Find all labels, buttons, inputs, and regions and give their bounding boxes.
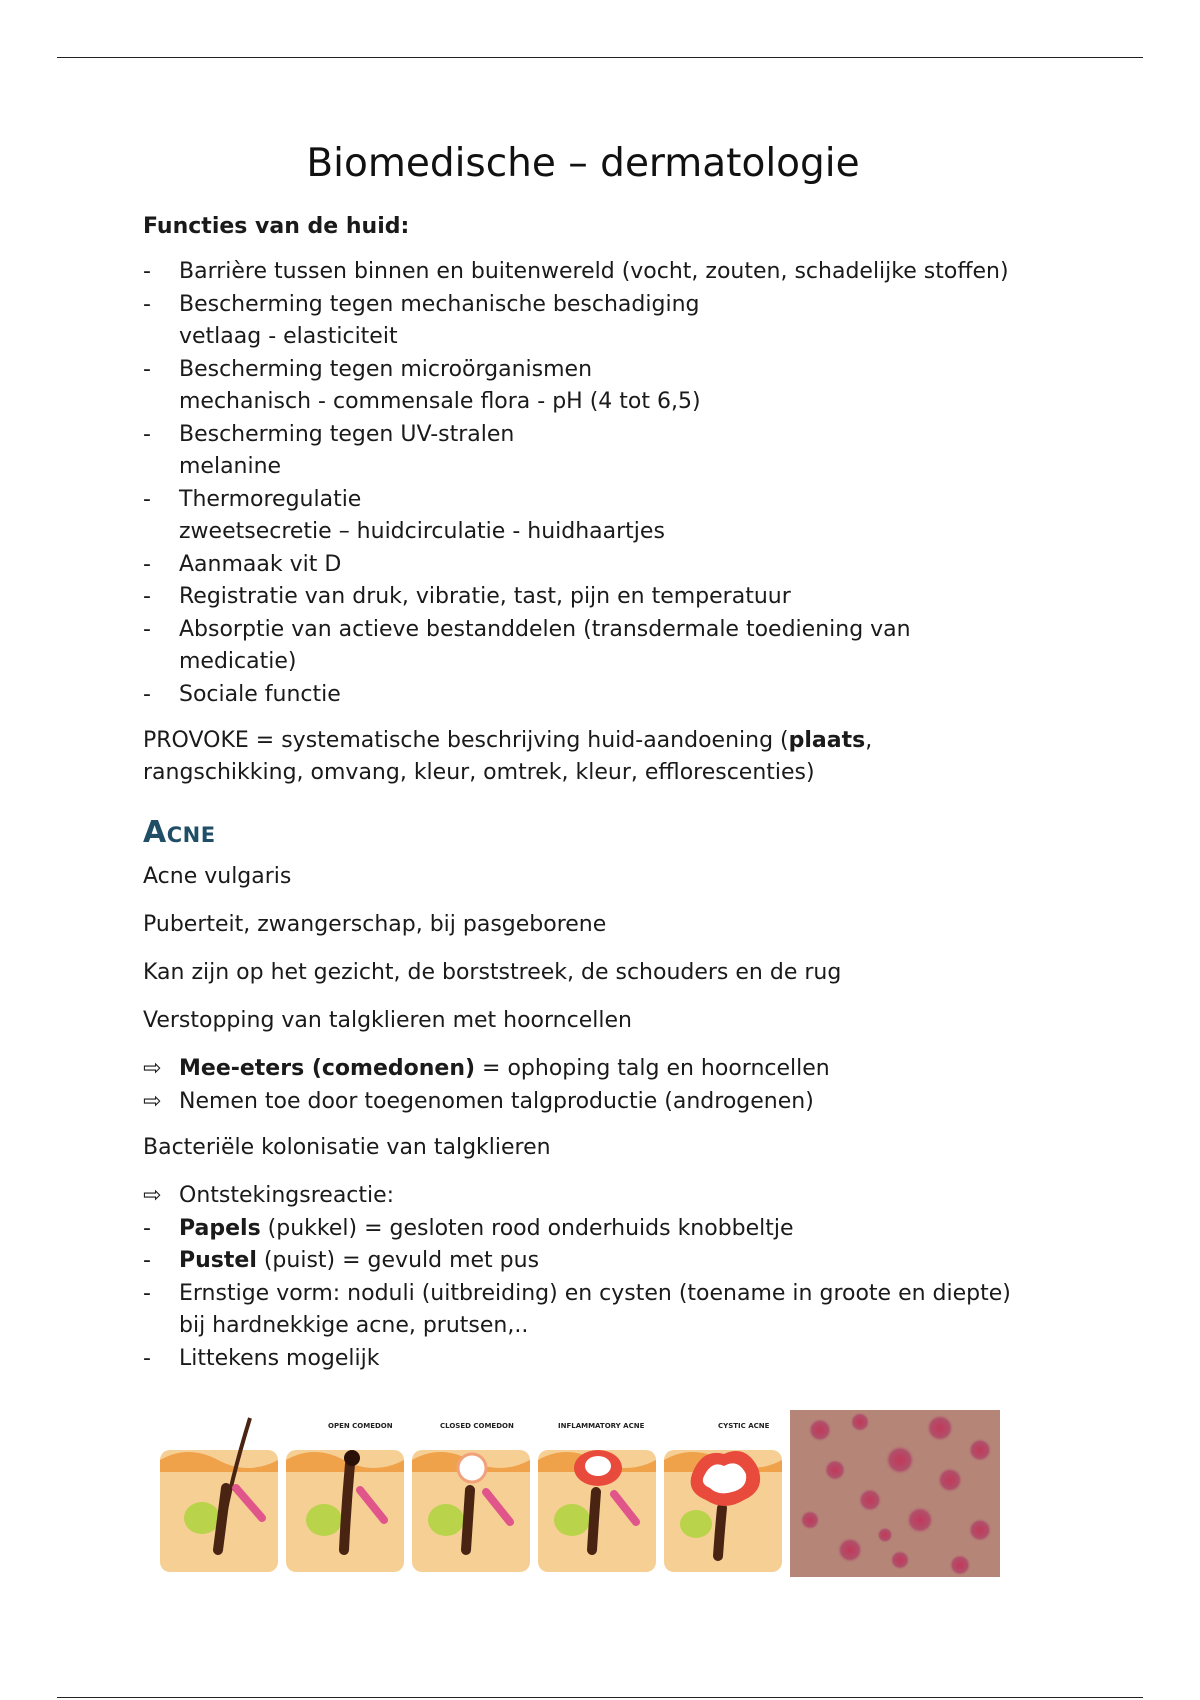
list-item bbox=[143, 451, 1023, 484]
list-item-text: Bescherming tegen mechanische beschadiging bbox=[179, 291, 700, 317]
closed-comedon-label: CLOSED COMEDON bbox=[440, 1422, 514, 1430]
list-item bbox=[143, 386, 1023, 419]
arrow-bullet-icon: ⇨ bbox=[143, 1183, 162, 1208]
acne-stages-diagram bbox=[158, 1408, 790, 1578]
dash-bullet: - bbox=[143, 356, 151, 382]
cystic-acne-label: CYSTIC ACNE bbox=[718, 1422, 770, 1430]
list-item-text: melanine bbox=[179, 454, 282, 479]
list-item-text: (pukkel) = gesloten rood onderhuids knobbeltje bbox=[260, 1215, 794, 1241]
dash-bullet: - bbox=[143, 551, 151, 577]
list-item-text: vetlaag - elasticiteit bbox=[179, 324, 398, 349]
list-item-text: Absorptie van actieve bestanddelen (transdermale toediening van medicatie) bbox=[179, 616, 911, 674]
acne-paragraph-4: Verstopping van talgklieren met hoorncellen bbox=[143, 1008, 632, 1033]
list-item bbox=[143, 289, 1023, 322]
list-item bbox=[143, 516, 1023, 549]
bold-term: Pustel bbox=[179, 1248, 257, 1273]
acne-paragraph-2: Puberteit, zwangerschap, bij pasgeborene bbox=[143, 912, 607, 937]
list-item bbox=[143, 419, 1023, 452]
dash-bullet: - bbox=[143, 584, 151, 609]
list-item bbox=[143, 1213, 1023, 1246]
list-item-text: Barrière tussen binnen en buitenwereld (vocht, zouten, schadelijke stoffen) bbox=[179, 259, 1009, 284]
stage-closed-comedon-panel bbox=[412, 1422, 530, 1572]
open-comedon-label: OPEN COMEDON bbox=[328, 1422, 393, 1430]
functies-heading: Functies van de huid: bbox=[143, 214, 410, 239]
dash-bullet: - bbox=[143, 1248, 151, 1273]
list-item-text: Registratie van druk, vibratie, tast, pijn en temperatuur bbox=[179, 584, 791, 609]
dash-bullet: - bbox=[143, 616, 151, 642]
list-item bbox=[143, 1278, 1023, 1343]
arrow-bullet-icon: ⇨ bbox=[143, 1088, 162, 1114]
list-item bbox=[143, 484, 1023, 517]
list-item bbox=[143, 256, 1023, 289]
dash-bullet: - bbox=[143, 421, 151, 447]
document-body bbox=[143, 138, 1023, 1389]
list-item-text: (puist) = gevuld met pus bbox=[256, 1248, 540, 1273]
list-item-text: = ophoping talg en hoorncellen bbox=[475, 1056, 830, 1081]
functies-list bbox=[143, 256, 1023, 711]
dash-bullet: - bbox=[143, 486, 151, 512]
list-item-text: zweetsecretie – huidcirculatie - huidhaartjes bbox=[179, 519, 665, 544]
acne-heading: Acne bbox=[143, 815, 216, 850]
arrow-bullet-icon: ⇨ bbox=[143, 1056, 162, 1081]
list-item bbox=[143, 581, 1023, 614]
stage-cystic-panel bbox=[664, 1422, 782, 1572]
list-item bbox=[143, 354, 1023, 387]
dash-bullet: - bbox=[143, 681, 151, 707]
acne-paragraph-5: Bacteriële kolonisatie van talgklieren bbox=[143, 1135, 551, 1160]
bold-term: Mee-eters (comedonen) bbox=[179, 1056, 476, 1081]
ontsteking-list bbox=[143, 1180, 1023, 1375]
list-item-text: Nemen toe door toegenomen talgproductie (androgenen) bbox=[179, 1088, 814, 1114]
dash-bullet: - bbox=[143, 1280, 151, 1306]
stage-normal-panel bbox=[160, 1418, 278, 1572]
list-item bbox=[143, 1245, 1023, 1278]
list-item-text: Sociale functie bbox=[179, 681, 341, 707]
list-item bbox=[143, 1086, 1023, 1119]
list-item bbox=[143, 614, 1023, 679]
comedonen-list bbox=[143, 1053, 1023, 1118]
list-item-text: Bescherming tegen UV-stralen bbox=[179, 421, 515, 447]
list-item-text: Bescherming tegen microörganismen bbox=[179, 356, 593, 382]
list-item-text: Thermoregulatie bbox=[179, 486, 362, 512]
acne-illustration bbox=[158, 1408, 1000, 1578]
dash-bullet: - bbox=[143, 291, 151, 317]
stage-open-comedon-panel bbox=[286, 1422, 404, 1572]
acne-paragraph-1: Acne vulgaris bbox=[143, 864, 292, 889]
list-item-text: Ontstekingsreactie: bbox=[179, 1183, 395, 1208]
header-rule bbox=[57, 57, 1143, 58]
provoke-paragraph: PROVOKE = systematische beschrijving huid-aandoening (plaats, rangschikking, omvang, kleur, omtrek, kleur, efflorescenties) bbox=[143, 728, 873, 785]
list-item-text: Ernstige vorm: noduli (uitbreiding) en cysten (toename in groote en diepte) bij hardnekkige acne, prutsen,.. bbox=[179, 1280, 1011, 1338]
inflammatory-acne-label: INFLAMMATORY ACNE bbox=[558, 1422, 645, 1430]
acne-paragraph-3: Kan zijn op het gezicht, de borststreek, de schouders en de rug bbox=[143, 960, 842, 985]
dash-bullet: - bbox=[143, 1215, 151, 1241]
list-item bbox=[143, 321, 1023, 354]
dash-bullet: - bbox=[143, 259, 151, 284]
list-item bbox=[143, 679, 1023, 712]
list-item bbox=[143, 1180, 1023, 1213]
bold-term: Papels bbox=[179, 1215, 261, 1241]
list-item-text: Aanmaak vit D bbox=[179, 551, 342, 577]
dash-bullet: - bbox=[143, 1345, 151, 1371]
list-item bbox=[143, 1343, 1023, 1376]
list-item-text: Littekens mogelijk bbox=[179, 1345, 380, 1371]
list-item bbox=[143, 1053, 1023, 1086]
acne-skin-photo bbox=[790, 1410, 1000, 1577]
stage-inflammatory-panel bbox=[538, 1422, 656, 1572]
list-item bbox=[143, 549, 1023, 582]
footer-rule bbox=[57, 1697, 1143, 1698]
list-item-text: mechanisch - commensale flora - pH (4 tot 6,5) bbox=[179, 389, 701, 414]
page-title: Biomedische – dermatologie bbox=[306, 141, 860, 186]
